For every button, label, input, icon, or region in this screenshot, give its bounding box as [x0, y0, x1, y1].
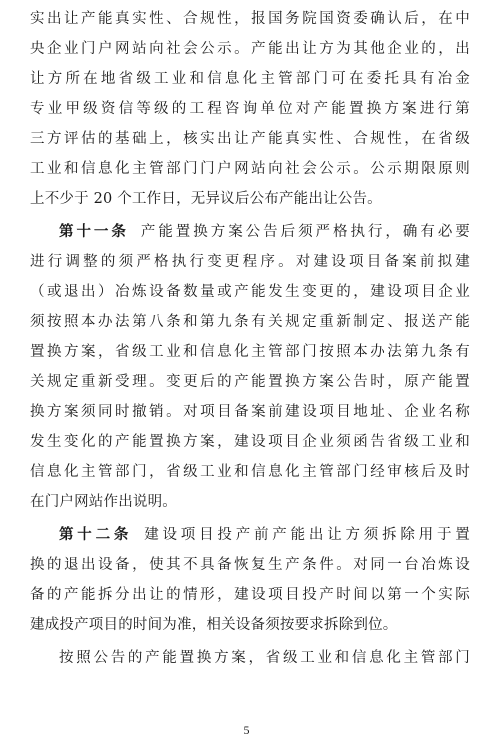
text-line: 央企业门户网站向社会公示。产能出让方为其他企业的，出 — [30, 41, 470, 57]
text-line: 在门户网站作出说明。 — [30, 494, 177, 510]
article-11-first-line — [30, 217, 470, 247]
text-line: 建成投产项目的时间为准，相关设备须按要求拆除到位。 — [30, 617, 398, 633]
text-line: 信息化主管部门，省级工业和信息化主管部门经审核后及时 — [30, 464, 470, 480]
text-line: 实出让产能真实性、合规性，报国务院国资委确认后，在中 — [30, 11, 470, 27]
article-11-heading: 第十一条 — [59, 223, 129, 240]
text-line: 须按照本办法第八条和第九条有关规定重新制定、报送产能 — [30, 314, 470, 330]
text-line: 换方案须同时撤销。对项目备案前建设项目地址、企业名称 — [30, 404, 470, 420]
text-line: 换的退出设备，使其不具备恢复生产条件。对同一台冶炼设 — [30, 557, 470, 573]
page-number: 5 — [243, 723, 250, 737]
text-line: 发生变化的产能置换方案，建设项目企业须函告省级工业和 — [30, 434, 470, 450]
article-11-text: 产能置换方案公告后须严格执行，确有必要 — [140, 224, 470, 240]
article-12-heading: 第十二条 — [59, 526, 133, 543]
article-12-first-line — [30, 520, 470, 550]
text-line: 上不少于 20 个工作日，无异议后公布产能出让公告。 — [30, 191, 382, 207]
text-line: 三方评估的基础上，核实出让产能真实性、合规性，在省级 — [30, 131, 470, 147]
text-line: 关规定重新受理。变更后的产能置换方案公告时，原产能置 — [30, 374, 470, 390]
text-line: （或退出）冶炼设备数量或产能发生变更的，建设项目企业 — [30, 284, 470, 300]
text-line: 置换方案，省级工业和信息化主管部门按照本办法第九条有 — [30, 344, 470, 360]
text-line: 专业甲级资信等级的工程咨询单位对产能置换方案进行第 — [30, 101, 470, 117]
text-line: 工业和信息化主管部门门户网站向社会公示。公示期限原则 — [30, 161, 470, 177]
article-12-text: 建设项目投产前产能出让方须拆除用于置 — [144, 527, 470, 543]
text-line: 进行调整的须严格执行变更程序。对建设项目备案前拟建 — [30, 254, 470, 270]
text-line: 按照公告的产能置换方案，省级工业和信息化主管部门 — [59, 650, 470, 666]
text-line: 让方所在地省级工业和信息化主管部门可在委托具有冶金 — [30, 71, 470, 87]
text-line: 备的产能拆分出让的情形，建设项目投产时间以第一个实际 — [30, 587, 470, 603]
